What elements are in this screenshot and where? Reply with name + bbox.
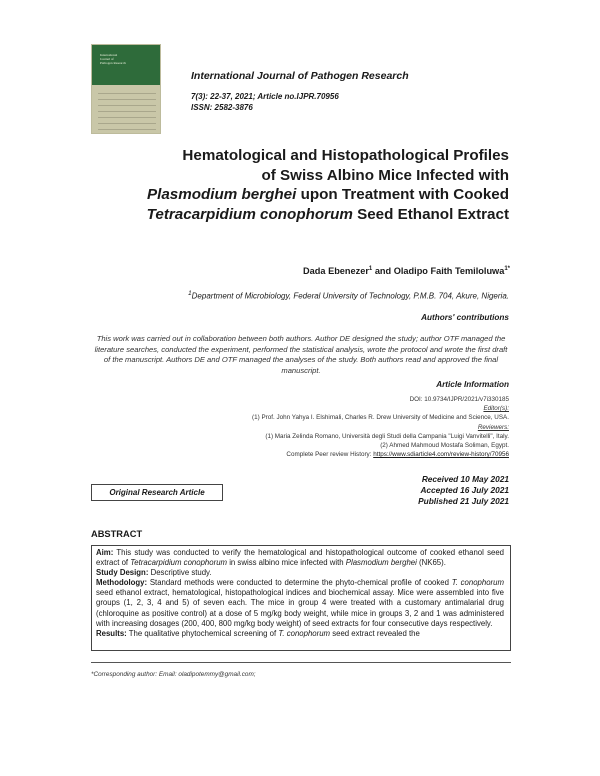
- reviewer-2: (2) Ahmed Mahmoud Mostafa Soliman, Egypt.: [380, 442, 509, 450]
- abstract-aim: Aim: This study was conducted to verify the hematological and histopathological outcome of cooked ethanol seed extract of Tetracarpidium conophorum in swiss albino mice infected with Plasmodium berghei (NK65).: [96, 548, 504, 568]
- article-info-block: [89, 395, 509, 459]
- reviewer-1: (1) Maria Zelinda Romano, Università degli Studi della Campania "Luigi Vanvitelli", Italy.: [265, 432, 509, 440]
- journal-name: International Journal of Pathogen Research: [191, 70, 409, 82]
- corresponding-author-footnote: *Corresponding author: Email: oladipotemmy@gmail.com;: [91, 671, 256, 678]
- contributions-heading: Authors' contributions: [421, 313, 509, 322]
- review-history-link[interactable]: https://www.sdiarticle4.com/review-history/70956: [373, 451, 509, 459]
- cover-title: International Journal of Pathogen Research: [100, 53, 126, 66]
- journal-cover-image: [91, 44, 161, 134]
- affiliation: $^1$Department of Microbiology, Federal University of Technology, P.M.B. 704, Akure, Nigeria.: [187, 290, 509, 301]
- cover-band: [92, 45, 160, 85]
- volume-line: 7(3): 22-37, 2021; Article no.IJPR.70956: [191, 92, 339, 101]
- author-list: Dada Ebenezer$^1$ and Oladipo Faith Temiloluwa$^{1*}$: [303, 266, 510, 277]
- abstract-heading: ABSTRACT: [91, 529, 143, 539]
- doi: DOI: 10.9734/IJPR/2021/v7i330185: [409, 396, 509, 403]
- editor-label: Editor(s):: [483, 405, 509, 413]
- article-info-heading: Article Information: [436, 380, 509, 389]
- editor: (1) Prof. John Yahya I. Elshimali, Charles R. Drew University of Medicine and Science, USA.: [252, 414, 509, 422]
- publication-dates: [418, 474, 509, 507]
- published-date: Published 21 July 2021: [418, 496, 509, 506]
- accepted-date: Accepted 16 July 2021: [420, 485, 509, 495]
- contributions-text: This work was carried out in collaboration between both authors. Author DE designed the study; author OTF managed the literature searches, conducted the experiment, performed the statistical analysis, wrote the protocol and wrote the first draft of the manuscript. Authors DE and OTF managed the analyses of the study. Both authors read and approved the final manuscript.: [94, 334, 508, 375]
- review-history: Complete Peer review History: https://www.sdiarticle4.com/review-history/70956: [286, 451, 509, 459]
- footnote-divider: [91, 662, 511, 663]
- article-type-box: Original Research Article: [91, 484, 223, 501]
- paper-title: Hematological and Histopathological Profiles of Swiss Albino Mice Infected with Plasmodium berghei upon Treatment with Cooked Tetracarpidium conophorum Seed Ethanol Extract: [146, 147, 509, 223]
- abstract-design: Study Design: Descriptive study.: [96, 568, 212, 578]
- abstract-results: Results: The qualitative phytochemical screening of T. conophorum seed extract revealed the: [96, 628, 420, 638]
- abstract-methodology: Methodology: Standard methods were conducted to determine the phyto-chemical profile of cooked T. conophorum seed ethanol extract, hematological, histopathological indices and biochemical assay. Mice were assembled into five groups (1, 2, 3, 4 and 5) of seven each. The mice in group 4 were treated with a customary antimalarial drug (chloroquine as positive control) at a dose of 5 mg/kg body weight, while mice in groups 3, 2 and 1 was administered with increasing dosages (200, 400, 800 mg/kg body weight) of seed extracts for four consecutive days respectively.: [96, 578, 504, 628]
- abstract-box: [91, 545, 511, 651]
- cover-decoration: [98, 93, 156, 135]
- issn-line: ISSN: 2582-3876: [191, 103, 253, 112]
- received-date: Received 10 May 2021: [421, 474, 509, 484]
- reviewers-label: Reviewers:: [477, 423, 509, 431]
